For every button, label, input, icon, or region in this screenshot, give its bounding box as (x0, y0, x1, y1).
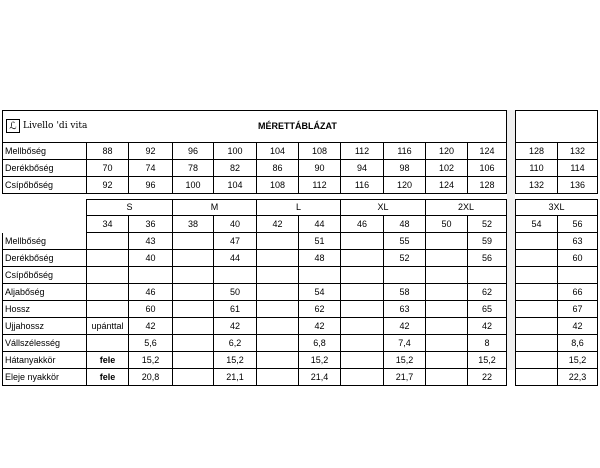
garment-cell: 5,6 (128, 335, 172, 352)
garment-cell (515, 267, 557, 284)
garment-cell (172, 267, 213, 284)
body-cell: 100 (172, 177, 213, 194)
garment-cell: 40 (128, 250, 172, 267)
garment-cell: 7,4 (383, 335, 425, 352)
garment-cell: 6,2 (213, 335, 256, 352)
body-cell: 132 (515, 177, 557, 194)
body-cell: 114 (557, 160, 598, 177)
garment-cell: 22 (467, 369, 507, 386)
garment-row-label (2, 369, 86, 386)
garment-cell: 21,1 (213, 369, 256, 386)
sub-size-header: 46 (340, 216, 383, 233)
garment-cell (340, 284, 383, 301)
garment-cell: 56 (467, 250, 507, 267)
garment-cell: 6,8 (298, 335, 340, 352)
brand-name: Livello (23, 121, 54, 131)
body-cell: 90 (298, 160, 340, 177)
garment-row-label (2, 233, 86, 250)
garment-cell: 15,2 (213, 352, 256, 369)
garment-cell (86, 335, 128, 352)
garment-cell: 54 (298, 284, 340, 301)
body-row-label: Csípőbőség (2, 177, 86, 194)
garment-cell: 8,6 (557, 335, 598, 352)
garment-cell (557, 267, 598, 284)
garment-row-label (2, 301, 86, 318)
body-cell: 78 (172, 160, 213, 177)
garment-cell (172, 233, 213, 250)
header-box (2, 110, 507, 143)
garment-cell: 50 (213, 284, 256, 301)
garment-note: fele (86, 352, 128, 369)
garment-cell: 60 (128, 301, 172, 318)
body-cell: 108 (256, 177, 298, 194)
body-cell: 96 (172, 143, 213, 160)
garment-row-label (2, 267, 86, 284)
garment-cell (172, 352, 213, 369)
garment-cell (172, 318, 213, 335)
garment-cell: 62 (467, 284, 507, 301)
garment-row-name: Vállszélesség (5, 337, 61, 348)
body-cell: 120 (425, 143, 467, 160)
body-cell: 104 (213, 177, 256, 194)
body-row-label: Derékbőség (2, 160, 86, 177)
page-title: MÉRETTÁBLÁZAT (258, 121, 337, 131)
body-cell: 116 (340, 177, 383, 194)
garment-cell: 55 (383, 233, 425, 250)
body-cell: 110 (515, 160, 557, 177)
garment-cell: 21,4 (298, 369, 340, 386)
garment-cell: 42 (383, 318, 425, 335)
body-cell: 124 (467, 143, 507, 160)
sub-size-header: 42 (256, 216, 298, 233)
body-cell: 116 (383, 143, 425, 160)
sub-size-header: 54 (515, 216, 557, 233)
garment-cell (256, 233, 298, 250)
garment-cell (172, 335, 213, 352)
garment-cell: 8 (467, 335, 507, 352)
garment-cell: 20,8 (128, 369, 172, 386)
garment-cell (425, 233, 467, 250)
garment-cell: 52 (383, 250, 425, 267)
garment-row-name: Hátanyakkör (5, 354, 56, 365)
garment-cell (128, 267, 172, 284)
garment-cell (172, 250, 213, 267)
garment-cell (425, 335, 467, 352)
size-header: 2XL (425, 199, 507, 216)
body-row-label: Mellbőség (2, 143, 86, 160)
garment-cell (86, 233, 128, 250)
garment-row-name: Csípőbőség (5, 269, 54, 280)
garment-cell: 47 (213, 233, 256, 250)
sub-size-header: 38 (172, 216, 213, 233)
garment-cell (256, 301, 298, 318)
body-cell: 92 (128, 143, 172, 160)
garment-cell (425, 318, 467, 335)
body-cell: 70 (86, 160, 128, 177)
brand-logo-icon: ℒ (6, 119, 20, 133)
garment-cell (256, 335, 298, 352)
garment-cell: 44 (213, 250, 256, 267)
garment-cell (213, 267, 256, 284)
column-gap (507, 110, 515, 370)
garment-cell (425, 284, 467, 301)
garment-cell: 67 (557, 301, 598, 318)
garment-cell (172, 284, 213, 301)
sub-size-header: 50 (425, 216, 467, 233)
garment-row-name: Mellbőség (5, 235, 47, 246)
garment-cell (515, 352, 557, 369)
size-header: M (172, 199, 256, 216)
garment-cell (172, 301, 213, 318)
garment-cell: 15,2 (298, 352, 340, 369)
body-cell: 136 (557, 177, 598, 194)
garment-cell (515, 318, 557, 335)
body-cell: 96 (128, 177, 172, 194)
garment-cell (256, 267, 298, 284)
garment-cell: 21,7 (383, 369, 425, 386)
body-cell: 82 (213, 160, 256, 177)
garment-cell (425, 352, 467, 369)
body-cell: 94 (340, 160, 383, 177)
garment-cell (340, 250, 383, 267)
garment-row-label (2, 318, 86, 335)
garment-cell (425, 301, 467, 318)
garment-cell: 58 (383, 284, 425, 301)
size-header: S (86, 199, 172, 216)
body-cell: 98 (383, 160, 425, 177)
body-cell: 74 (128, 160, 172, 177)
garment-cell: 65 (467, 301, 507, 318)
garment-cell (425, 250, 467, 267)
garment-cell (172, 369, 213, 386)
sub-size-header: 34 (86, 216, 128, 233)
sub-size-header: 36 (128, 216, 172, 233)
garment-cell (256, 250, 298, 267)
garment-cell: 62 (298, 301, 340, 318)
garment-cell (340, 352, 383, 369)
sub-size-header: 44 (298, 216, 340, 233)
garment-cell (515, 284, 557, 301)
body-cell: 108 (298, 143, 340, 160)
garment-note: upánttal (86, 318, 128, 335)
garment-cell: 22,3 (557, 369, 598, 386)
body-cell: 86 (256, 160, 298, 177)
sub-size-header: 40 (213, 216, 256, 233)
garment-row-name: Derékbőség (5, 252, 54, 263)
size-header: XL (340, 199, 425, 216)
body-cell: 128 (467, 177, 507, 194)
garment-cell: 42 (213, 318, 256, 335)
garment-cell (298, 267, 340, 284)
size-header: 3XL (515, 199, 598, 216)
garment-cell (340, 318, 383, 335)
body-cell: 132 (557, 143, 598, 160)
garment-row-name: Ujjahossz (5, 320, 45, 331)
garment-cell (340, 301, 383, 318)
garment-cell: 63 (383, 301, 425, 318)
size-header: L (256, 199, 340, 216)
garment-cell: 15,2 (128, 352, 172, 369)
garment-cell: 60 (557, 250, 598, 267)
garment-cell: 51 (298, 233, 340, 250)
garment-cell (425, 267, 467, 284)
body-cell: 120 (383, 177, 425, 194)
garment-cell (340, 233, 383, 250)
brand-suffix: 'di vita (56, 121, 88, 131)
garment-cell (515, 369, 557, 386)
garment-row-label (2, 284, 86, 301)
garment-cell (425, 369, 467, 386)
garment-cell: 66 (557, 284, 598, 301)
garment-cell (86, 284, 128, 301)
garment-cell (340, 335, 383, 352)
garment-cell: 42 (298, 318, 340, 335)
body-cell: 124 (425, 177, 467, 194)
garment-row-name: Aljabőség (5, 286, 45, 297)
garment-cell: 42 (557, 318, 598, 335)
body-cell: 100 (213, 143, 256, 160)
garment-cell (340, 267, 383, 284)
garment-cell (256, 284, 298, 301)
body-cell: 88 (86, 143, 128, 160)
garment-cell: 42 (128, 318, 172, 335)
body-cell: 104 (256, 143, 298, 160)
body-cell: 112 (340, 143, 383, 160)
garment-cell: 15,2 (557, 352, 598, 369)
garment-cell: 46 (128, 284, 172, 301)
garment-cell: 15,2 (467, 352, 507, 369)
body-cell: 102 (425, 160, 467, 177)
garment-cell: 63 (557, 233, 598, 250)
garment-cell (515, 233, 557, 250)
garment-cell: 42 (467, 318, 507, 335)
garment-row-label (2, 335, 86, 352)
garment-cell (515, 301, 557, 318)
body-cell: 128 (515, 143, 557, 160)
sub-size-header: 56 (557, 216, 598, 233)
garment-cell (86, 250, 128, 267)
garment-cell (515, 335, 557, 352)
header-box-right (515, 110, 598, 143)
garment-cell: 15,2 (383, 352, 425, 369)
garment-cell (515, 250, 557, 267)
garment-note: fele (86, 369, 128, 386)
garment-cell (86, 301, 128, 318)
garment-cell (256, 369, 298, 386)
sub-size-header: 48 (383, 216, 425, 233)
body-cell: 106 (467, 160, 507, 177)
body-cell: 92 (86, 177, 128, 194)
garment-cell: 48 (298, 250, 340, 267)
garment-cell (256, 352, 298, 369)
garment-cell: 61 (213, 301, 256, 318)
garment-row-name: Eleje nyakkör (5, 371, 60, 382)
body-cell: 112 (298, 177, 340, 194)
garment-row-label (2, 352, 86, 369)
garment-row-label (2, 250, 86, 267)
garment-row-name: Hossz (5, 303, 31, 314)
garment-cell (340, 369, 383, 386)
garment-cell (256, 318, 298, 335)
garment-cell (86, 267, 128, 284)
garment-cell: 43 (128, 233, 172, 250)
sub-size-header: 52 (467, 216, 507, 233)
garment-cell (467, 267, 507, 284)
garment-cell (383, 267, 425, 284)
garment-cell: 59 (467, 233, 507, 250)
